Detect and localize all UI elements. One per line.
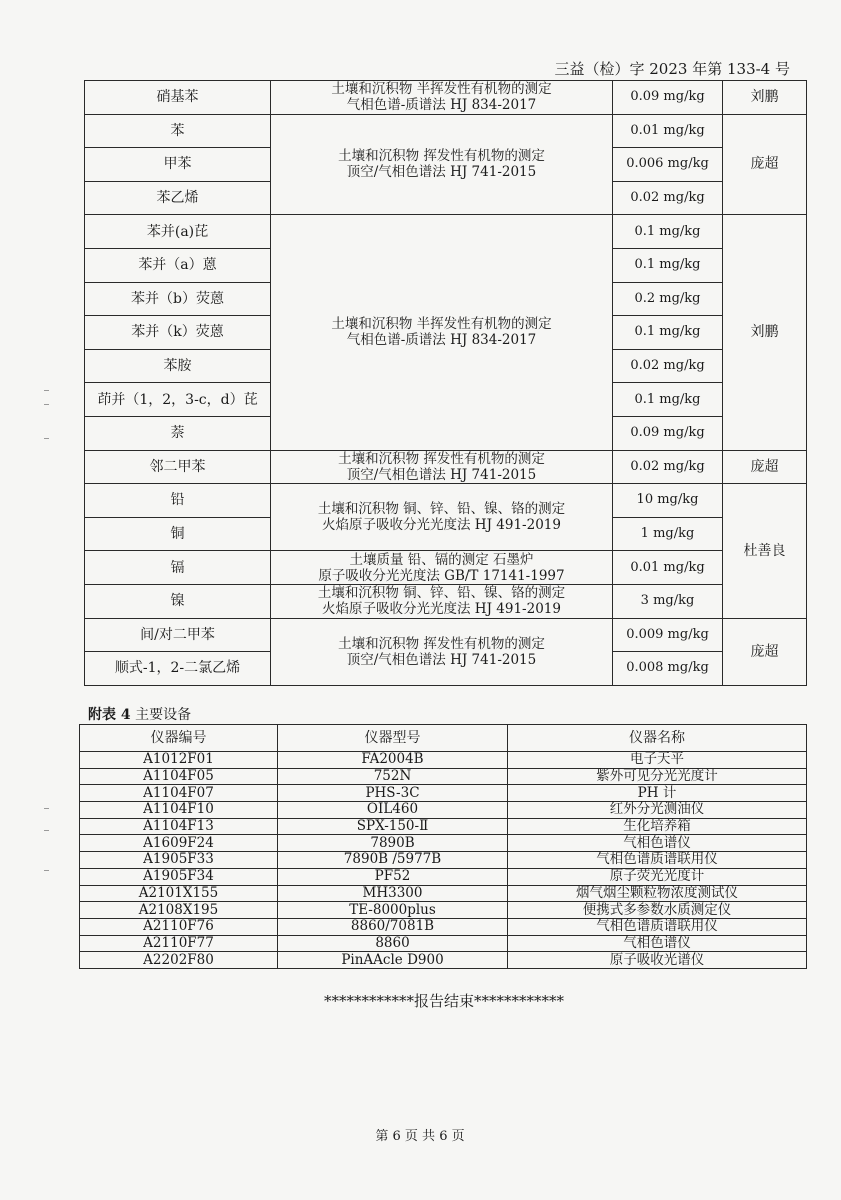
item-name: 顺式-1，2-二氯乙烯: [85, 652, 271, 686]
instrument-model: SPX-150-Ⅱ: [278, 818, 508, 835]
instrument-model: 8860/7081B: [278, 918, 508, 935]
method-line: 火焰原子吸收分光光度法 HJ 491-2019: [322, 517, 561, 534]
method-cell: [271, 114, 613, 215]
column-header: 仪器编号: [80, 725, 278, 752]
scan-mark: [44, 870, 49, 871]
method-line: 土壤和沉积物 铜、锌、铅、镍、铬的测定: [317, 585, 566, 602]
detection-limit: 0.01 mg/kg: [613, 551, 723, 585]
instrument-model: OIL460: [278, 802, 508, 819]
item-name: 铅: [85, 484, 271, 518]
detection-limit: 3 mg/kg: [613, 584, 723, 618]
instrument-name: 生化培养箱: [508, 818, 807, 835]
instrument-model: PHS-3C: [278, 785, 508, 802]
instrument-name: PH 计: [508, 785, 807, 802]
instrument-name: 气相色谱仪: [508, 935, 807, 952]
analyst: 庞超: [723, 114, 807, 215]
method-line: 土壤和沉积物 半挥发性有机物的测定: [331, 81, 552, 98]
instrument-name: 便携式多参数水质测定仪: [508, 902, 807, 919]
table-row: [85, 584, 807, 618]
page-number: 第 6 页 共 6 页: [375, 1129, 465, 1144]
instrument-id: A1104F10: [80, 802, 278, 819]
method-cell: [271, 584, 613, 618]
instrument-id: A1609F24: [80, 835, 278, 852]
instrument-model: PF52: [278, 868, 508, 885]
instrument-name: 气相色谱质谱联用仪: [508, 918, 807, 935]
instrument-id: A1104F05: [80, 768, 278, 785]
instrument-name: 原子荧光光度计: [508, 868, 807, 885]
item-name: 苯并(a)芘: [85, 215, 271, 249]
item-name: 苯: [85, 114, 271, 148]
item-name: 硝基苯: [85, 81, 271, 115]
instrument-id: A1905F34: [80, 868, 278, 885]
method-line: 土壤和沉积物 挥发性有机物的测定: [338, 450, 545, 467]
detection-limit: 0.02 mg/kg: [613, 450, 723, 484]
analyst: 庞超: [723, 450, 807, 484]
report-end-mark: ************报告结束************: [323, 992, 564, 1010]
scan-mark: [44, 830, 49, 831]
item-name: 苯并（k）荧蒽: [85, 316, 271, 350]
item-name: 铜: [85, 517, 271, 551]
method-line: 土壤和沉积物 挥发性有机物的测定: [338, 635, 545, 652]
instrument-name: 气相色谱质谱联用仪: [508, 852, 807, 869]
table-row: [80, 918, 807, 935]
scan-mark: [44, 390, 49, 391]
detection-limit: 10 mg/kg: [613, 484, 723, 518]
column-header: 仪器型号: [278, 725, 508, 752]
report-number: 三益（检）字 2023 年第 133-4 号: [554, 60, 790, 78]
table-row: [80, 902, 807, 919]
analyst: 刘鹏: [723, 215, 807, 450]
instrument-model: FA2004B: [278, 752, 508, 769]
method-line: 土壤和沉积物 铜、锌、铅、镍、铬的测定: [317, 501, 566, 518]
detection-method-table: [84, 80, 807, 686]
detection-limit: 0.02 mg/kg: [613, 181, 723, 215]
method-line: 土壤质量 铅、镉的测定 石墨炉: [349, 551, 534, 568]
instrument-id: A2108X195: [80, 902, 278, 919]
item-name: 镍: [85, 584, 271, 618]
detection-limit: 0.02 mg/kg: [613, 349, 723, 383]
table-row: [80, 885, 807, 902]
instrument-model: TE-8000plus: [278, 902, 508, 919]
detection-limit: 0.006 mg/kg: [613, 148, 723, 182]
scan-mark: [44, 404, 49, 405]
equipment-table: [79, 724, 807, 969]
table-row: [80, 802, 807, 819]
instrument-model: 752N: [278, 768, 508, 785]
appendix-heading: 主要设备: [135, 707, 192, 723]
table-row: [80, 835, 807, 852]
instrument-name: 电子天平: [508, 752, 807, 769]
method-cell: [271, 618, 613, 685]
instrument-model: PinAAcle D900: [278, 952, 508, 969]
item-name: 茚并（1，2，3-c，d）芘: [85, 383, 271, 417]
table-row: [80, 768, 807, 785]
detection-limit: 0.09 mg/kg: [613, 81, 723, 115]
instrument-name: 烟气烟尘颗粒物浓度测试仪: [508, 885, 807, 902]
method-cell: [271, 450, 613, 484]
instrument-name: 原子吸收光谱仪: [508, 952, 807, 969]
instrument-model: MH3300: [278, 885, 508, 902]
table-row: [80, 868, 807, 885]
method-line: 气相色谱-质谱法 HJ 834-2017: [346, 97, 537, 114]
detection-limit: 0.008 mg/kg: [613, 652, 723, 686]
method-line: 土壤和沉积物 半挥发性有机物的测定: [331, 316, 552, 333]
method-line: 气相色谱-质谱法 HJ 834-2017: [346, 332, 537, 349]
item-name: 镉: [85, 551, 271, 585]
instrument-id: A1905F33: [80, 852, 278, 869]
instrument-id: A1104F13: [80, 818, 278, 835]
instrument-name: 气相色谱仪: [508, 835, 807, 852]
detection-limit: 0.1 mg/kg: [613, 248, 723, 282]
detection-limit: 0.2 mg/kg: [613, 282, 723, 316]
detection-limit: 0.1 mg/kg: [613, 215, 723, 249]
instrument-id: A2110F76: [80, 918, 278, 935]
table-row: [80, 852, 807, 869]
appendix-title: [88, 704, 191, 724]
item-name: 间/对二甲苯: [85, 618, 271, 652]
method-line: 火焰原子吸收分光光度法 HJ 491-2019: [322, 601, 561, 618]
table-row: [80, 818, 807, 835]
table-row: [80, 785, 807, 802]
table-row: [85, 450, 807, 484]
method-line: 顶空/气相色谱法 HJ 741-2015: [346, 164, 537, 181]
instrument-model: 7890B: [278, 835, 508, 852]
instrument-model: 7890B /5977B: [278, 852, 508, 869]
instrument-model: 8860: [278, 935, 508, 952]
table-row: [80, 952, 807, 969]
item-name: 甲苯: [85, 148, 271, 182]
instrument-name: 紫外可见分光光度计: [508, 768, 807, 785]
item-name: 苯并（b）荧蒽: [85, 282, 271, 316]
method-cell: [271, 81, 613, 115]
appendix-label: 附表 4: [88, 707, 131, 723]
detection-limit: 0.009 mg/kg: [613, 618, 723, 652]
method-cell: [271, 551, 613, 585]
item-name: 邻二甲苯: [85, 450, 271, 484]
method-line: 顶空/气相色谱法 HJ 741-2015: [346, 651, 537, 668]
method-line: 原子吸收分光光度法 GB/T 17141-1997: [318, 567, 565, 584]
detection-limit: 0.1 mg/kg: [613, 316, 723, 350]
method-cell: [271, 215, 613, 450]
method-line: 土壤和沉积物 挥发性有机物的测定: [338, 148, 545, 165]
table-row: [85, 484, 807, 518]
column-header: 仪器名称: [508, 725, 807, 752]
detection-limit: 1 mg/kg: [613, 517, 723, 551]
table-row: [80, 752, 807, 769]
instrument-id: A2110F77: [80, 935, 278, 952]
item-name: 萘: [85, 416, 271, 450]
instrument-id: A1012F01: [80, 752, 278, 769]
method-cell: [271, 484, 613, 551]
table-row: [85, 551, 807, 585]
detection-limit: 0.1 mg/kg: [613, 383, 723, 417]
item-name: 苯乙烯: [85, 181, 271, 215]
method-line: 顶空/气相色谱法 HJ 741-2015: [346, 466, 537, 483]
analyst: 杜善良: [723, 484, 807, 618]
table-row: [85, 618, 807, 652]
detection-limit: 0.01 mg/kg: [613, 114, 723, 148]
item-name: 苯胺: [85, 349, 271, 383]
table-row: [80, 935, 807, 952]
table-header-row: [80, 725, 807, 752]
scan-mark: [44, 808, 49, 809]
item-name: 苯并（a）蒽: [85, 248, 271, 282]
detection-limit: 0.09 mg/kg: [613, 416, 723, 450]
table-row: [85, 215, 807, 249]
instrument-id: A2202F80: [80, 952, 278, 969]
instrument-name: 红外分光测油仪: [508, 802, 807, 819]
table-row: [85, 114, 807, 148]
analyst: 刘鹏: [723, 81, 807, 115]
analyst: 庞超: [723, 618, 807, 685]
instrument-id: A1104F07: [80, 785, 278, 802]
table-row: [85, 81, 807, 115]
scan-mark: [44, 438, 49, 439]
instrument-id: A2101X155: [80, 885, 278, 902]
